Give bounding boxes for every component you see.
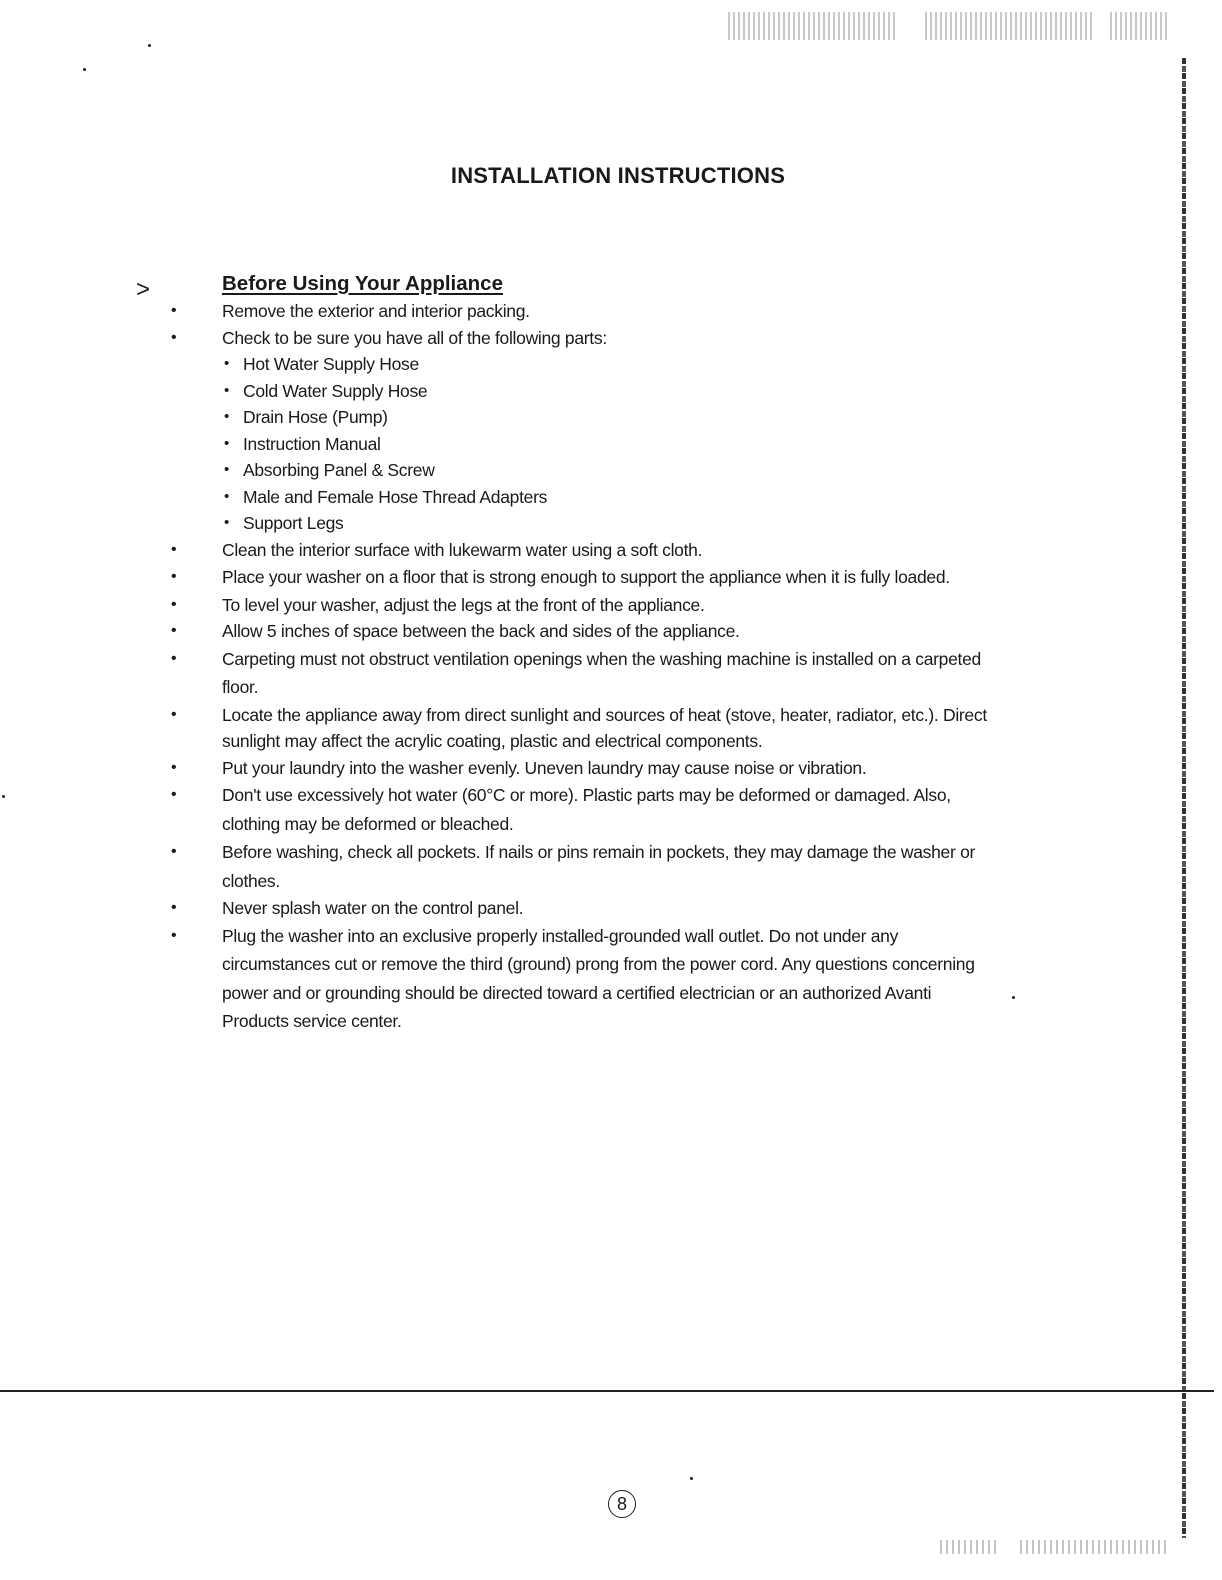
list-item: • Before washing, check all pockets. If nails or pins remain in pockets, they may damage the washer or clothes. [0,838,992,895]
parts-list-item: • Hot Water Supply Hose [0,351,1222,378]
parts-list-item: • Support Legs [0,510,1222,537]
list-item: • Remove the exterior and interior packing. [0,298,992,325]
scan-speck [690,1477,693,1480]
scan-speck [83,68,86,71]
list-item: • Locate the appliance away from direct sunlight and sources of heat (stove, heater, radiator, etc.). Direct sunlight may affect the acrylic coating, plastic and electrical components. [0,702,992,755]
parts-list-item: • Instruction Manual [0,431,1222,458]
scan-noise-top [1110,12,1170,40]
list-item: • To level your washer, adjust the legs at the front of the appliance. [0,592,992,619]
scan-noise-top [728,12,898,40]
parts-list-item: • Absorbing Panel & Screw [0,457,1222,484]
list-item: • Plug the washer into an exclusive properly installed-grounded wall outlet. Do not under any circumstances cut or remove the third (ground) prong from the power cord. Any questions concerning power and or grounding should be directed toward a certified electrician or an authorized Avanti Products service center. [0,922,992,1036]
page-number: 8 [608,1490,636,1518]
list-item: • Check to be sure you have all of the following parts: [0,325,992,352]
list-item: • Don't use excessively hot water (60°C or more). Plastic parts may be deformed or damaged. Also, clothing may be deformed or bleached. [0,781,992,838]
list-item: • Clean the interior surface with lukewarm water using a soft cloth. [0,537,992,564]
parts-list-item: • Drain Hose (Pump) [0,404,1222,431]
instruction-list [0,298,1222,1036]
scan-noise-bottom [1020,1540,1170,1554]
section-heading: Before Using Your Appliance [222,272,503,295]
list-item: • Never splash water on the control panel. [0,895,992,922]
footer-rule [0,1390,1214,1392]
section-arrow-marker: > [136,276,151,303]
list-item: • Place your washer on a floor that is strong enough to support the appliance when it is fully loaded. [0,563,992,592]
scan-speck [148,44,151,47]
list-item: • Carpeting must not obstruct ventilation openings when the washing machine is installed on a carpeted floor. [0,645,992,702]
parts-list-item: • Male and Female Hose Thread Adapters [0,484,1222,511]
list-item: • Put your laundry into the washer evenly. Uneven laundry may cause noise or vibration. [0,755,992,782]
parts-list-item: • Cold Water Supply Hose [0,378,1222,405]
list-item: • Allow 5 inches of space between the back and sides of the appliance. [0,618,992,645]
scan-noise-bottom [940,1540,1000,1554]
page-title: INSTALLATION INSTRUCTIONS [450,162,786,188]
scan-noise-top [925,12,1095,40]
